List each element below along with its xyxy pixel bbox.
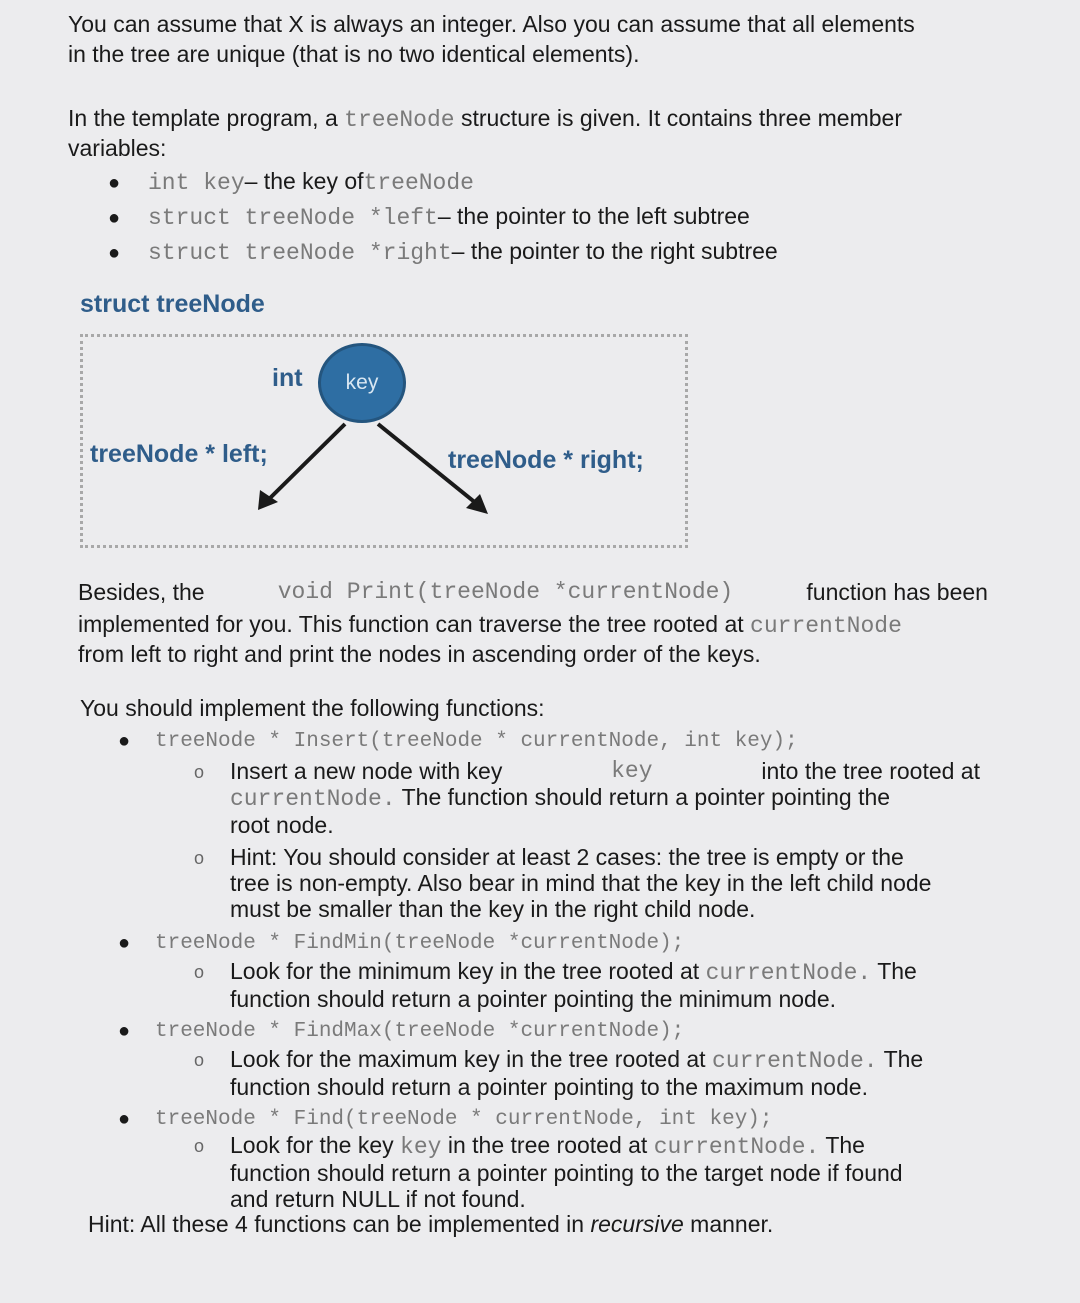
- find-desc-a: Look for the key: [230, 1132, 401, 1158]
- key-code: key: [611, 758, 653, 784]
- hint-text-a: Hint: All these 4 functions can be implemented in: [88, 1211, 591, 1237]
- besides-text-a: Besides, the: [78, 579, 205, 605]
- key-code: key: [400, 1134, 442, 1160]
- findmax-desc-line-1: [230, 1046, 980, 1074]
- intro-line-1: You can assume that X is always an integer. Also you can assume that all elements: [68, 11, 915, 37]
- bullet-icon: ●: [118, 1108, 131, 1130]
- struct-diagram-title: struct treeNode: [80, 290, 265, 318]
- pointer-arrows: [0, 0, 1080, 600]
- circle-bullet-icon: o: [194, 848, 205, 868]
- insert-desc-a: Insert a new node with key: [230, 758, 503, 784]
- member-code-2: treeNode: [363, 170, 474, 196]
- member-text: – the pointer to the left subtree: [437, 203, 750, 229]
- hint-emphasis: recursive: [590, 1211, 684, 1237]
- insert-desc-line-2: [230, 784, 980, 812]
- findmin-desc-line-2: function should return a pointer pointing the minimum node.: [230, 986, 837, 1012]
- find-desc-line-3: and return NULL if not found.: [230, 1186, 526, 1212]
- find-description: [230, 1132, 980, 1212]
- circle-bullet-icon: o: [194, 762, 205, 782]
- print-signature: void Print(treeNode *currentNode): [277, 579, 734, 605]
- template-text-a: In the template program, a: [68, 105, 345, 131]
- template-text-b: structure is given. It contains three member: [454, 105, 902, 131]
- left-arrow-line: [264, 424, 345, 504]
- insert-desc-line-3: root node.: [230, 812, 334, 838]
- findmin-desc-a: Look for the minimum key in the tree rooted at: [230, 958, 706, 984]
- current-node-code: currentNode.: [230, 786, 396, 812]
- recursive-hint: [88, 1210, 773, 1238]
- member-text: – the pointer to the right subtree: [451, 238, 778, 264]
- member-text: – the key of: [244, 168, 364, 194]
- find-signature: treeNode * Find(treeNode * currentNode, int key);: [155, 1108, 773, 1131]
- findmin-signature: treeNode * FindMin(treeNode *currentNode);: [155, 932, 685, 955]
- hint-text-b: manner.: [683, 1211, 774, 1237]
- besides-line-2-text: implemented for you. This function can traverse the tree rooted at: [78, 611, 751, 637]
- besides-text-b: function has been: [806, 579, 988, 605]
- member-code: struct treeNode *left: [148, 205, 438, 231]
- insert-desc-b: into the tree rooted at: [761, 758, 980, 784]
- current-node-code: currentNode.: [711, 1048, 878, 1074]
- current-node-code: currentNode: [750, 613, 902, 639]
- circle-bullet-icon: o: [194, 1136, 205, 1156]
- insert-desc-line-1: [230, 758, 980, 784]
- besides-line-3: from left to right and print the nodes in ascending order of the keys.: [78, 641, 761, 667]
- bullet-icon: ●: [118, 932, 131, 954]
- circle-bullet-icon: o: [194, 1050, 205, 1070]
- findmax-desc-b: The: [877, 1046, 924, 1072]
- bullet-icon: ●: [108, 172, 121, 194]
- insert-hint-line-2: tree is non-empty. Also bear in mind that the key in the left child node: [230, 870, 932, 896]
- besides-line-2: [78, 610, 902, 640]
- template-code: treeNode: [344, 107, 455, 133]
- find-desc-b: in the tree rooted at: [441, 1132, 654, 1158]
- insert-hint-line-1: Hint: You should consider at least 2 cases: the tree is empty or the: [230, 844, 904, 870]
- findmax-signature: treeNode * FindMax(treeNode *currentNode);: [155, 1020, 685, 1043]
- current-node-code: currentNode.: [705, 960, 872, 986]
- implement-heading: You should implement the following functions:: [80, 695, 545, 721]
- bullet-icon: ●: [108, 242, 121, 264]
- findmax-desc-a: Look for the maximum key in the tree rooted at: [230, 1046, 712, 1072]
- besides-line-1: [78, 578, 988, 606]
- find-desc-line-1: [230, 1132, 980, 1160]
- findmax-description: [230, 1046, 980, 1100]
- bullet-icon: ●: [118, 730, 131, 752]
- circle-bullet-icon: o: [194, 962, 205, 982]
- insert-signature: treeNode * Insert(treeNode * currentNode, int key);: [155, 730, 798, 753]
- findmax-desc-line-2: function should return a pointer pointing to the maximum node.: [230, 1074, 868, 1100]
- left-pointer-label: treeNode * left;: [90, 440, 268, 468]
- bullet-icon: ●: [108, 207, 121, 229]
- find-desc-line-2: function should return a pointer pointing to the target node if found: [230, 1160, 903, 1186]
- right-pointer-label: treeNode * right;: [448, 446, 644, 474]
- intro-line-2: in the tree are unique (that is no two identical elements).: [68, 41, 640, 67]
- member-code: struct treeNode *right: [148, 240, 452, 266]
- insert-description: [230, 758, 980, 838]
- member-code: int key: [148, 170, 245, 196]
- findmin-description: [230, 958, 980, 1012]
- template-line-2: variables:: [68, 135, 167, 161]
- current-node-code: currentNode.: [653, 1134, 820, 1160]
- findmin-desc-b: The: [871, 958, 917, 984]
- right-arrow-line: [378, 424, 482, 508]
- insert-hint: [230, 844, 980, 922]
- findmin-desc-line-1: [230, 958, 980, 986]
- insert-desc-c: The function should return a pointer pointing the: [395, 784, 891, 810]
- key-label: key: [345, 371, 379, 394]
- find-desc-c: The: [819, 1132, 865, 1158]
- insert-hint-line-3: must be smaller than the key in the right child node.: [230, 896, 756, 922]
- int-label: int: [272, 364, 303, 392]
- bullet-icon: ●: [118, 1020, 131, 1042]
